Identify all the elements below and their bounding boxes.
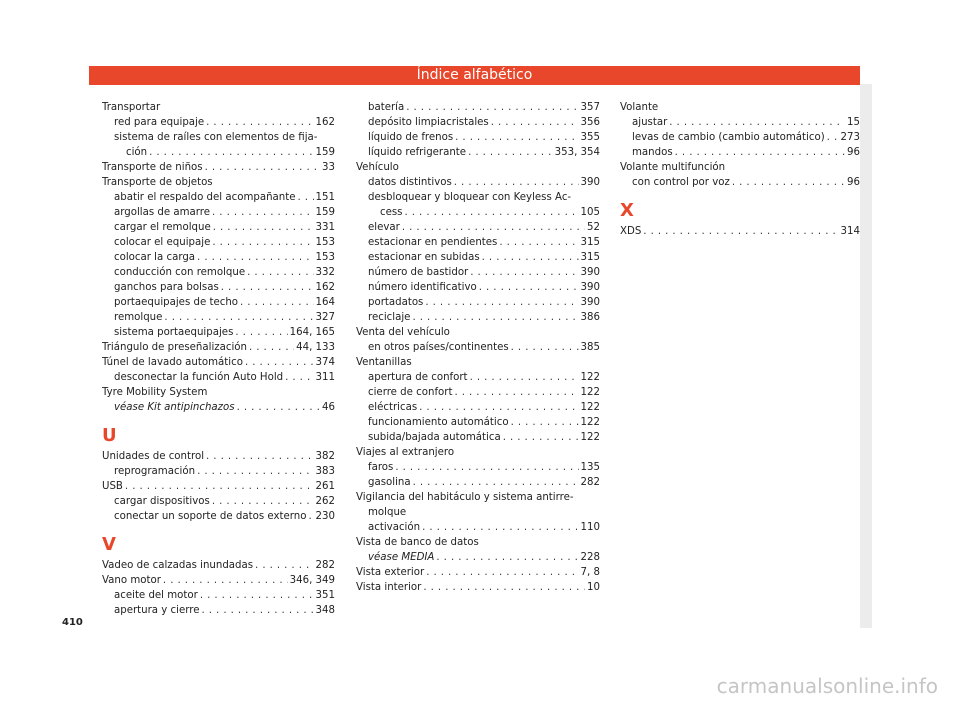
index-entry: activación . . . 110 [356,520,600,535]
index-heading: Viajes al extranjero [356,447,455,458]
index-entry: conectar un soporte de datos externo . . . 230 [102,509,335,524]
index-entry: Vista interior . . . 10 [356,580,600,595]
index-entry: reprogramación . . . 383 [102,464,335,479]
index-heading-cont: molque [368,507,407,518]
index-entry: subida/bajada automática . . . 122 [356,430,600,445]
index-heading: Ventanillas [356,357,412,368]
index-entry: líquido refrigerante . . . 353, 354 [356,145,600,160]
index-heading: Transportar [102,102,161,113]
index-entry: líquido de frenos . . . 355 [356,130,600,145]
index-entry: cargar el remolque . . . 331 [102,220,335,235]
index-entry: Vano motor . . . 346, 349 [102,573,335,588]
index-entry: cargar dispositivos . . . 262 [102,494,335,509]
index-entry: depósito limpiacristales . . . 356 [356,115,600,130]
index-entry: Unidades de control . . . 382 [102,449,335,464]
index-heading: Volante [620,102,659,113]
index-entry: colocar el equipaje . . . 153 [102,235,335,250]
index-heading: Vista de banco de datos [356,537,479,548]
index-entry-line: sistema de raíles con elementos de fija- [114,132,318,143]
index-entry: colocar la carga . . . 153 [102,250,335,265]
section-header [89,66,860,85]
index-heading: Volante multifunción [620,162,726,173]
index-entry-line: desbloquear y bloquear con Keyless Ac- [368,192,572,203]
index-heading: Vigilancia del habitáculo y sistema antirre- [356,492,574,503]
index-column-2 [356,100,600,595]
index-entry: véase MEDIA . . . 228 [356,550,600,565]
index-column-1 [102,100,335,618]
index-entry: véase Kit antipinchazos . . . 46 [102,400,335,415]
index-entry: Vista exterior . . . 7, 8 [356,565,600,580]
index-entry: ajustar . . . 15 [620,115,860,130]
index-heading: Tyre Mobility System [102,387,208,398]
index-entry: en otros países/continentes . . . 385 [356,340,600,355]
index-entry: red para equipaje . . . 162 [102,115,335,130]
index-entry: portadatos . . . 390 [356,295,600,310]
index-entry: faros . . . 135 [356,460,600,475]
index-entry: USB . . . 261 [102,479,335,494]
index-entry: mandos . . . 96 [620,145,860,160]
index-entry: aceite del motor . . . 351 [102,588,335,603]
index-entry: apertura de confort . . . 122 [356,370,600,385]
letter-heading-v: V [102,534,116,555]
index-entry: Transporte de niños . . . 33 [102,160,335,175]
index-entry: abatir el respaldo del acompañante . . . 151 [102,190,335,205]
index-entry: apertura y cierre . . . 348 [102,603,335,618]
index-entry: número de bastidor . . . 390 [356,265,600,280]
index-entry: argollas de amarre . . . 159 [102,205,335,220]
index-entry: funcionamiento automático . . . 122 [356,415,600,430]
index-entry: levas de cambio (cambio automático) . . . 273 [620,130,860,145]
index-entry: remolque . . . 327 [102,310,335,325]
index-column-3 [620,100,860,239]
index-entry: portaequipajes de techo . . . 164 [102,295,335,310]
index-entry: con control por voz . . . 96 [620,175,860,190]
index-entry: eléctricas . . . 122 [356,400,600,415]
index-entry: ción . . . 159 [102,145,335,160]
header-title: Índice alfabético [416,67,533,83]
index-content [89,85,860,630]
letter-heading-x: X [620,200,634,221]
index-entry: datos distintivos . . . 390 [356,175,600,190]
index-heading: Venta del vehículo [356,327,450,338]
index-entry: desconectar la función Auto Hold . . . 311 [102,370,335,385]
index-entry: conducción con remolque . . . 332 [102,265,335,280]
index-entry: sistema portaequipajes . . . 164, 165 [102,325,335,340]
index-entry: ganchos para bolsas . . . 162 [102,280,335,295]
index-entry: cess . . . 105 [356,205,600,220]
index-entry: número identificativo . . . 390 [356,280,600,295]
index-heading: Transporte de objetos [102,177,213,188]
index-heading: Vehículo [356,162,399,173]
index-entry: XDS . . . 314 [620,224,860,239]
page-number: 410 [62,617,83,628]
watermark: carmanualsonline.info [716,674,938,698]
index-entry: Vadeo de calzadas inundadas . . . 282 [102,558,335,573]
index-entry: elevar . . . 52 [356,220,600,235]
index-entry: gasolina . . . 282 [356,475,600,490]
index-entry: estacionar en subidas . . . 315 [356,250,600,265]
index-entry: batería . . . 357 [356,100,600,115]
index-entry: Túnel de lavado automático . . . 374 [102,355,335,370]
index-entry: cierre de confort . . . 122 [356,385,600,400]
index-entry: estacionar en pendientes . . . 315 [356,235,600,250]
index-entry: Triángulo de preseñalización . . . 44, 133 [102,340,335,355]
index-entry: reciclaje . . . 386 [356,310,600,325]
letter-heading-u: U [102,425,117,446]
